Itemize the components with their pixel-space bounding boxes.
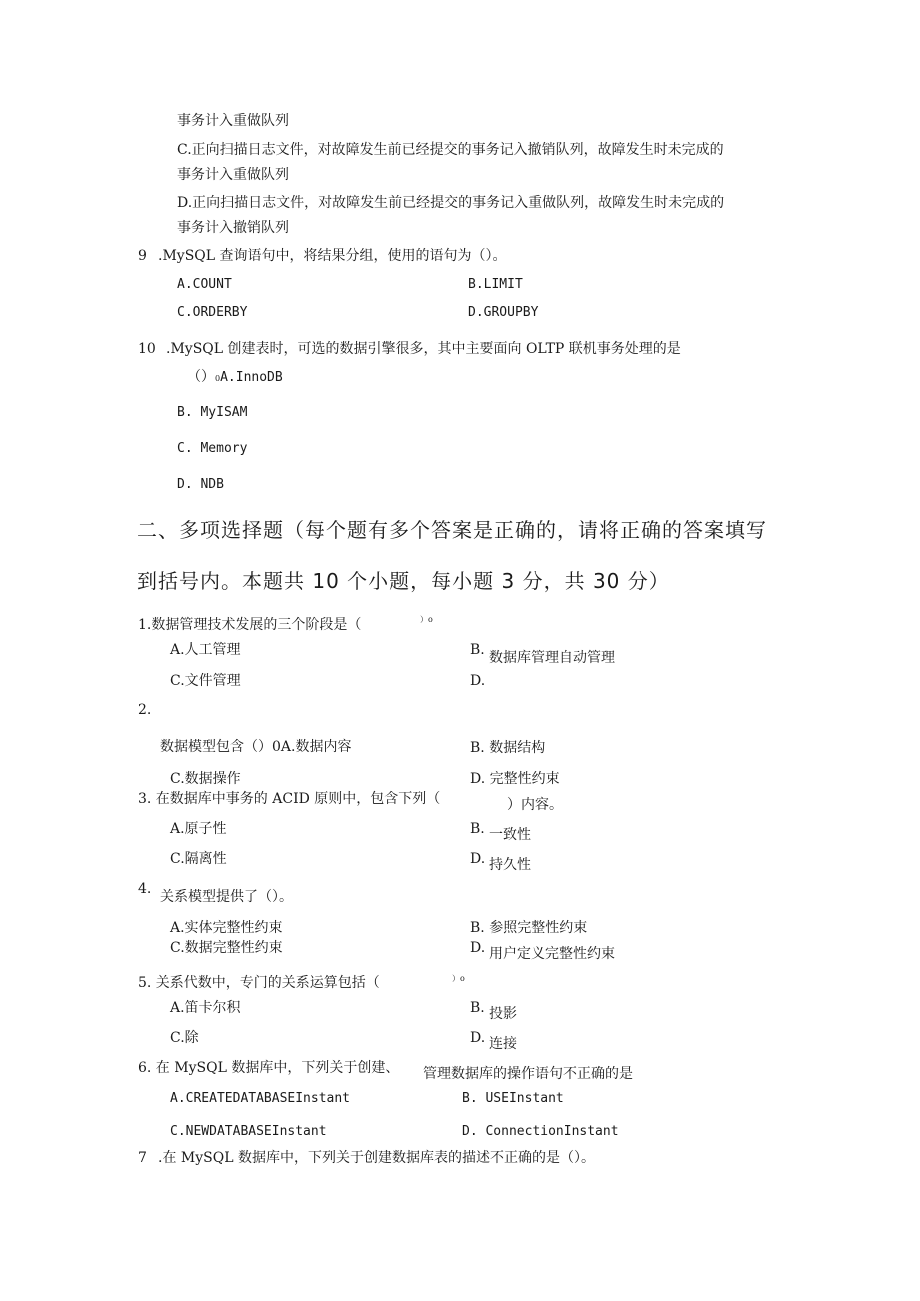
question-text: 1.数据管理技术发展的三个阶段是（	[138, 617, 362, 633]
option-a: A.CREATEDATABASEInstant	[170, 1091, 351, 1106]
option-d: D. ConnectionInstant	[462, 1124, 619, 1139]
option-d-letter: D.	[470, 1030, 486, 1046]
question-text: 3. 在数据库中事务的 ACID 原则中，包含下列（	[138, 791, 441, 807]
option-c: C. Memory	[177, 441, 248, 456]
option-a: A.原子性	[170, 821, 227, 837]
option-d: 持久性	[489, 857, 531, 873]
option-d: 连接	[489, 1036, 517, 1052]
question-text: 数据模型包含（）0A.数据内容	[160, 739, 352, 755]
option-c: C.ORDERBY	[177, 305, 248, 320]
option-a: A.InnoDB	[220, 370, 283, 385]
question-text: .MySQL 创建表时，可选的数据引擎很多，其中主要面向 OLTP 联机事务处理的是	[166, 341, 681, 357]
option-b-continuation: 事务计入重做队列	[177, 113, 289, 129]
option-d-letter: D.	[470, 851, 486, 867]
question-number: 9	[138, 248, 147, 264]
option-b-letter: B.	[470, 642, 485, 658]
question-text: 5. 关系代数中，专门的关系运算包括（	[138, 975, 380, 991]
question-continuation	[187, 370, 283, 384]
option-b: B. MyISAM	[177, 405, 248, 420]
option-d: 用户定义完整性约束	[489, 946, 615, 962]
option-d: D. NDB	[177, 477, 224, 492]
option-a: A.人工管理	[170, 642, 241, 658]
question-text: .在 MySQL 数据库中，下列关于创建数据库表的描述不正确的是（）。	[158, 1150, 595, 1166]
option-b: 一致性	[489, 827, 531, 843]
option-c: C.除	[170, 1030, 199, 1046]
option-b-letter: B.	[470, 1000, 485, 1016]
option-b: B. USEInstant	[462, 1091, 564, 1106]
mark: ）o	[420, 615, 433, 624]
option-d-continuation: 事务计入撤销队列	[177, 220, 289, 236]
question-text: 6. 在 MySQL 数据库中，下列关于创建、	[138, 1060, 400, 1076]
question-tail: ）内容。	[507, 797, 563, 813]
question-number: 4.	[138, 881, 152, 897]
question-text-continuation: 管理数据库的操作语句不正确的是	[423, 1066, 633, 1082]
question-number: 2.	[138, 702, 152, 718]
option-d-letter: D.	[470, 940, 486, 956]
option-d: D.GROUPBY	[468, 305, 539, 320]
option-a: A.笛卡尔积	[170, 1000, 241, 1016]
option-c: C.隔离性	[170, 851, 227, 867]
option-b: B. 参照完整性约束	[470, 920, 588, 936]
option-a: A.COUNT	[177, 277, 232, 292]
option-c: C.数据操作	[170, 771, 241, 787]
answer-bracket: （）	[187, 369, 215, 385]
option-b: B.LIMIT	[468, 277, 523, 292]
option-c: C.数据完整性约束	[170, 940, 283, 956]
option-b: B. 数据结构	[470, 740, 546, 756]
question-number: 10	[138, 341, 156, 357]
option-c: C.文件管理	[170, 673, 241, 689]
question-text: 关系模型提供了（）。	[160, 889, 293, 905]
option-b: 数据库管理自动管理	[489, 650, 615, 666]
option-c-line: C.正向扫描日志文件，对故障发生前已经提交的事务记入撤销队列，故障发生时未完成的	[177, 142, 724, 158]
option-c: C.NEWDATABASEInstant	[170, 1124, 327, 1139]
option-d: D. 完整性约束	[470, 771, 560, 787]
question-text: .MySQL 查询语句中，将结果分组，使用的语句为（）。	[158, 248, 507, 264]
option-a: A.实体完整性约束	[170, 920, 283, 936]
mark: ）o	[452, 974, 465, 983]
mark: 0	[215, 374, 221, 383]
option-d-letter: D.	[470, 673, 486, 689]
option-b-letter: B.	[470, 821, 485, 837]
option-d-line: D.正向扫描日志文件，对故障发生前已经提交的事务记入重做队列，故障发生时未完成的	[177, 195, 725, 211]
section-heading: 二、多项选择题（每个题有多个答案是正确的，请将正确的答案填写	[137, 518, 767, 542]
option-c-continuation: 事务计入重做队列	[177, 167, 289, 183]
option-b: 投影	[489, 1006, 517, 1022]
question-number: 7	[138, 1150, 147, 1166]
section-heading-continuation: 到括号内。本题共 10 个小题，每小题 3 分，共 30 分）	[137, 569, 670, 593]
